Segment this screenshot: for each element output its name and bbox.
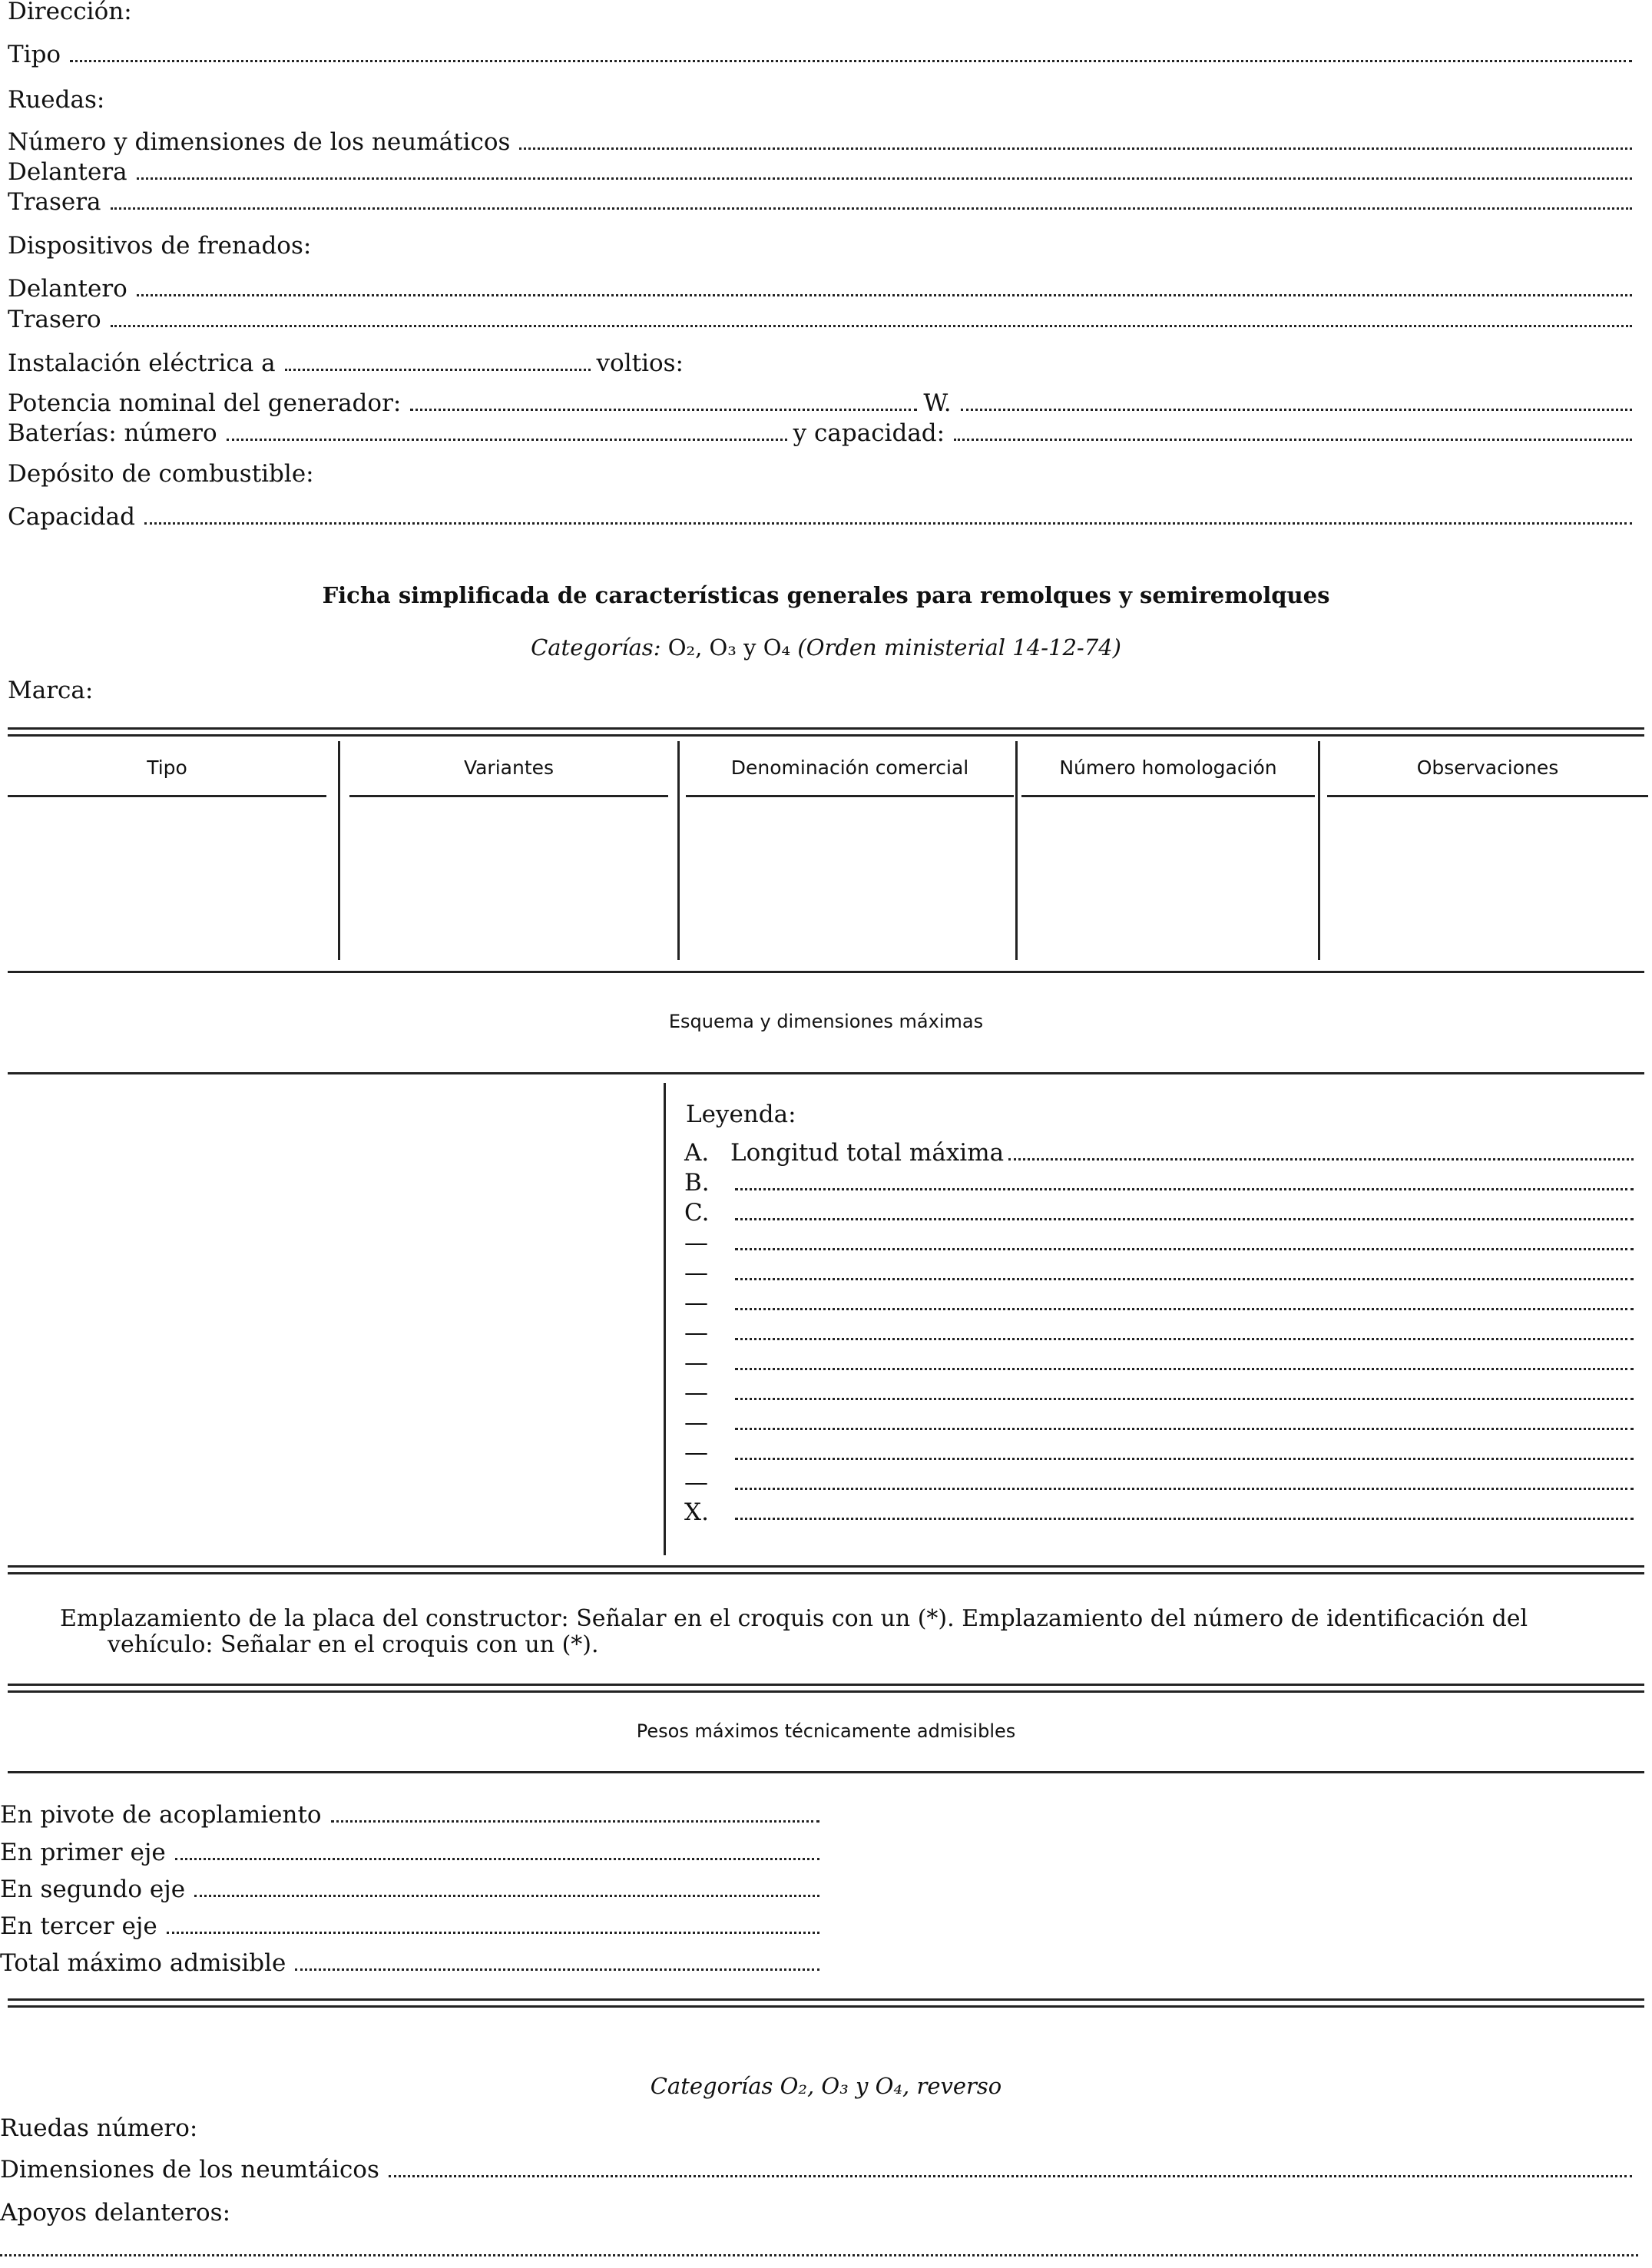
frenados-label: Dispositivos de frenados:	[8, 232, 312, 260]
peso-field[interactable]: En primer eje	[0, 1838, 826, 1867]
legend-item[interactable]: —	[684, 1228, 1638, 1257]
dotted-leader	[410, 409, 917, 411]
column-header-variantes: Variantes	[349, 741, 668, 797]
legend-item[interactable]: A. Longitud total máxima	[684, 1138, 1638, 1167]
column-divider	[677, 741, 680, 960]
dotted-leader	[175, 1858, 819, 1860]
legend-item[interactable]: X.	[684, 1498, 1638, 1527]
trasero-field[interactable]	[8, 305, 1638, 334]
baterias-label: Baterías: número	[8, 419, 217, 447]
delantero-field[interactable]	[8, 274, 1638, 303]
dotted-leader	[961, 409, 1632, 411]
ficha-subtitle	[0, 634, 1652, 661]
dotted-leader	[137, 177, 1632, 180]
legend-item[interactable]: —	[684, 1408, 1638, 1437]
capacidad-field[interactable]	[8, 502, 1638, 531]
subtitle-prefix: Categorías:	[531, 634, 661, 661]
peso-field[interactable]: En segundo eje	[0, 1875, 826, 1904]
pesos-header-rule	[8, 1771, 1644, 1773]
baterias-field[interactable]	[8, 419, 1638, 448]
column-header-numero-homologacion: Número homologación	[1021, 741, 1315, 797]
capacidad-label: Capacidad	[8, 503, 135, 531]
dotted-leader	[735, 1458, 1634, 1460]
trasera-label: Trasera	[8, 188, 101, 216]
delantera-field[interactable]	[8, 157, 1638, 187]
dotted-leader	[735, 1188, 1634, 1190]
dotted-leader	[735, 1308, 1634, 1310]
dotted-leader	[735, 1338, 1634, 1340]
dotted-leader	[954, 439, 1632, 441]
column-divider	[338, 741, 340, 960]
esquema-title: Esquema y dimensiones máximas	[668, 1011, 984, 1032]
legend-item[interactable]: —	[684, 1318, 1638, 1347]
dotted-leader	[735, 1248, 1634, 1250]
dotted-leader	[137, 294, 1632, 296]
dotted-leader	[295, 1968, 819, 1971]
legend-item[interactable]: —	[684, 1378, 1638, 1407]
leyenda-label: Leyenda:	[686, 1101, 796, 1128]
legend-item[interactable]: C.	[684, 1198, 1638, 1227]
delantero-label: Delantero	[8, 275, 127, 303]
dotted-leader	[735, 1278, 1634, 1280]
dotted-leader	[735, 1398, 1634, 1400]
potencia-label: Potencia nominal del generador:	[8, 389, 402, 417]
dotted-leader	[194, 1895, 819, 1897]
dotted-leader	[331, 1820, 819, 1823]
voltios-label: voltios:	[596, 349, 684, 377]
dimensiones-field[interactable]	[0, 2155, 1638, 2184]
dotted-leader	[167, 1932, 819, 1934]
emplazamiento-line1: Emplazamiento de la placa del constructor: Señalar en el croquis con un (*). Emplazamiento del número de identificación del	[60, 1605, 1528, 1632]
dotted-leader	[735, 1368, 1634, 1370]
tipo-field[interactable]	[8, 40, 1638, 69]
legend-item[interactable]: —	[684, 1468, 1638, 1497]
esquema-top-rule	[8, 1072, 1644, 1074]
dotted-leader	[70, 60, 1632, 62]
column-header-tipo: Tipo	[8, 741, 326, 797]
dotted-leader	[1008, 1158, 1634, 1160]
capacidad-y-label: y capacidad:	[793, 419, 945, 447]
peso-field[interactable]: En pivote de acoplamiento	[0, 1800, 826, 1829]
legend-item[interactable]: B.	[684, 1168, 1638, 1197]
instalacion-label: Instalación eléctrica a	[8, 349, 276, 377]
dotted-leader	[735, 1488, 1634, 1490]
delantera-label: Delantera	[8, 158, 127, 186]
trasera-field[interactable]	[8, 187, 1638, 217]
esquema-divider	[664, 1083, 666, 1555]
marca-label: Marca:	[8, 677, 94, 704]
reverso-title: Categorías O₂, O₃ y O₄, reverso	[650, 2073, 1002, 2099]
peso-field[interactable]: En tercer eje	[0, 1912, 826, 1941]
ruedas-label: Ruedas:	[8, 86, 105, 114]
potencia-field[interactable]	[8, 389, 1638, 418]
column-header-observaciones: Observaciones	[1327, 741, 1648, 797]
dotted-leader	[735, 1428, 1634, 1430]
ficha-title: Ficha simplificada de características generales para remolques y semiremolques	[322, 582, 1330, 608]
dotted-leader	[144, 522, 1632, 525]
peso-field[interactable]: Total máximo admisible	[0, 1948, 826, 1978]
subtitle-suffix: (Orden ministerial 14-12-74)	[797, 634, 1121, 661]
table-bottom-rule	[8, 971, 1644, 973]
numero-neumaticos-label: Número y dimensiones de los neumáticos	[8, 128, 511, 156]
pesos-top-rule	[8, 1684, 1644, 1693]
tipo-label: Tipo	[8, 41, 61, 68]
ruedas-numero-label: Ruedas número:	[0, 2114, 198, 2142]
subtitle-categories: O₂, O₃ y O₄	[667, 634, 791, 661]
esquema-bottom-rule	[8, 1565, 1644, 1574]
legend-item[interactable]: —	[684, 1438, 1638, 1467]
legend-item[interactable]: —	[684, 1288, 1638, 1317]
dotted-leader	[285, 369, 591, 371]
dotted-leader	[519, 147, 1632, 150]
direccion-label: Dirección:	[8, 0, 132, 25]
deposito-label: Depósito de combustible:	[8, 460, 314, 488]
legend-item[interactable]: —	[684, 1258, 1638, 1287]
dotted-leader	[389, 2175, 1632, 2177]
trasero-label: Trasero	[8, 306, 101, 333]
column-header-denominacion: Denominación comercial	[686, 741, 1014, 797]
emplazamiento-line2: vehículo: Señalar en el croquis con un (*).	[108, 1631, 599, 1658]
pesos-bottom-rule	[8, 1998, 1644, 2008]
column-divider	[1318, 741, 1320, 960]
legend-item[interactable]: —	[684, 1348, 1638, 1377]
table-top-rule	[8, 727, 1644, 737]
dotted-leader	[735, 1218, 1634, 1220]
dotted-leader	[735, 1518, 1634, 1520]
dimensiones-label: Dimensiones de los neumtáicos	[0, 2156, 379, 2184]
pesos-title: Pesos máximos técnicamente admisibles	[636, 1720, 1016, 1742]
apoyos-dotted-line[interactable]	[0, 2254, 1638, 2256]
column-divider	[1015, 741, 1018, 960]
dotted-leader	[111, 325, 1632, 327]
numero-neumaticos-field[interactable]	[8, 127, 1638, 157]
dotted-leader	[111, 207, 1632, 210]
apoyos-label: Apoyos delanteros:	[0, 2199, 231, 2227]
dotted-leader	[227, 439, 787, 441]
instalacion-field[interactable]	[8, 349, 684, 378]
w-label: W.	[923, 389, 952, 417]
